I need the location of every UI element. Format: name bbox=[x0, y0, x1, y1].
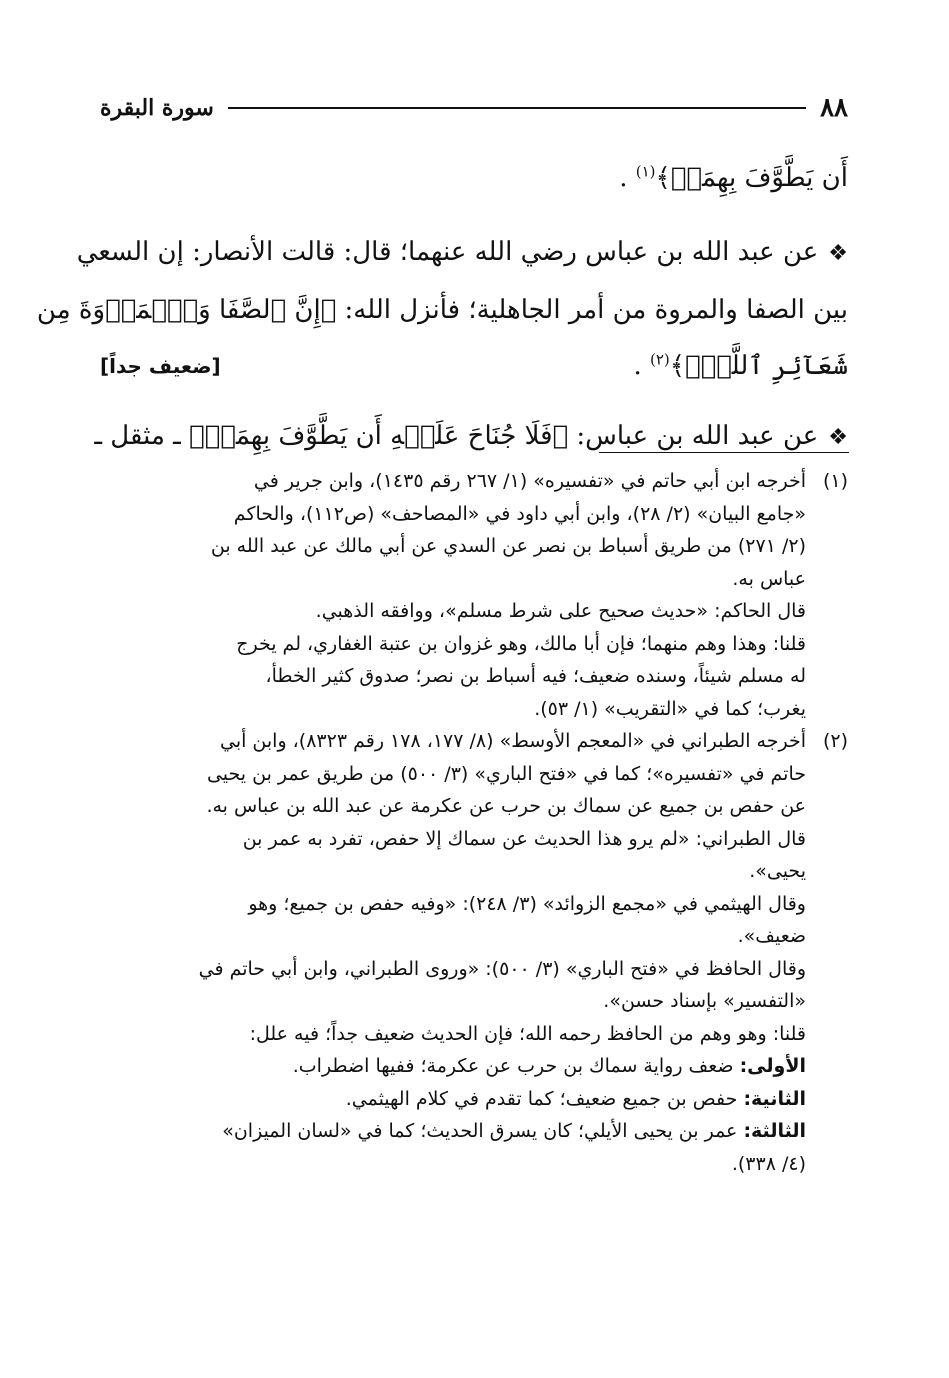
hadith-2-line-1 bbox=[94, 408, 848, 466]
page-number: ٨٨ bbox=[820, 93, 848, 123]
footnote-number: (١) bbox=[822, 470, 848, 492]
diamond-bullet-icon: ❖ bbox=[828, 241, 848, 266]
footnote-point-1 bbox=[100, 1050, 848, 1083]
footnote-text: أخرجه الطبراني في «المعجم الأوسط» (٨/ ١٧٧، ١٧٨ رقم ٨٣٢٣)، وابن أبي bbox=[219, 730, 806, 752]
footnote-line bbox=[100, 465, 848, 498]
point-label: الثانية: bbox=[743, 1087, 806, 1110]
footnote-line: قال الطبراني: «لم يرو هذا الحديث عن سماك إلا حفص، تفرد به عمر بن bbox=[242, 827, 806, 850]
point-label: الثالثة: bbox=[743, 1120, 806, 1142]
footnote-line: (٤/ ٣٣٨). bbox=[731, 1152, 806, 1175]
footnote-line: «جامع البيان» (٢/ ٢٨)، وابن أبي داود في «المصاحف» (ص١١٢)، والحاكم bbox=[233, 502, 806, 525]
footnote-line: وقال الهيثمي في «مجمع الزوائد» (٣/ ٢٤٨): «وفيه حفص بن جميع؛ وهو bbox=[248, 892, 806, 915]
footnote-text: أخرجه ابن أبي حاتم في «تفسيره» (١/ ٢٦٧ رقم ١٤٣٥)، وابن جرير في bbox=[253, 470, 806, 492]
point-label: الأولى: bbox=[739, 1055, 806, 1077]
footnote-line: (٢/ ٢٧١) من طريق أسباط بن نصر عن السدي عن أبي مالك عن عبد الله بن bbox=[210, 535, 806, 557]
footnote-line: له مسلم شيئاً، وسنده ضعيف؛ فيه أسباط بن نصر؛ صدوق كثير الخطأ، bbox=[265, 665, 806, 687]
footnote-ref-2: (٢) bbox=[649, 350, 670, 369]
header-rule bbox=[228, 107, 806, 109]
hadith-text: عن عبد الله بن عباس رضي الله عنهما؛ قال: قالت الأنصار: إن السعي bbox=[76, 237, 819, 267]
footnotes bbox=[100, 465, 848, 1180]
quran-text: شَعَآئِرِ ٱللَّهِۖ﴾ bbox=[669, 351, 848, 381]
footnote-ref-1: (١) bbox=[635, 162, 656, 181]
footnote-line: وقال الحافظ في «فتح الباري» (٣/ ٥٠٠): «وروى الطبراني، وابن أبي حاتم في bbox=[198, 957, 806, 980]
period: . bbox=[619, 163, 636, 193]
footnote-line: يغرب؛ كما في «التقريب» (١/ ٥٣). bbox=[534, 697, 806, 720]
hadith-1-line-2: بين الصفا والمروة من أمر الجاهلية؛ فأنزل الله: ﴿إِنَّ ٱلصَّفَا وَٱلۡمَرۡوَةَ مِن bbox=[36, 295, 848, 325]
footnote-line: قلنا: وهذا وهم منهما؛ فإن أبا مالك، وهو غزوان بن عتبة الغفاري، لم يخرج bbox=[236, 632, 806, 655]
footnote-separator bbox=[599, 452, 849, 453]
footnote-line: ضعيف». bbox=[737, 925, 806, 947]
footnote-point-2 bbox=[100, 1083, 848, 1116]
hadith-text: عن عبد الله بن عباس: ﴿فَلَا جُنَاحَ عَلَيۡهِ أَن يَطَّوَّفَ بِهِمَاۚ﴾ ـ مثقل ـ bbox=[94, 421, 819, 451]
footnote-line: عباس به. bbox=[732, 567, 806, 590]
hadith-1-line-1 bbox=[76, 224, 848, 282]
diamond-bullet-icon: ❖ bbox=[828, 425, 848, 450]
footnote-line: «التفسير» بإسناد حسن». bbox=[603, 990, 806, 1012]
hadith-1-line-3 bbox=[100, 338, 848, 394]
footnote-line: حاتم في «تفسيره»؛ كما في «فتح الباري» (٣/ ٥٠٠) من طريق عمر بن يحيى bbox=[206, 762, 806, 785]
point-text: عمر بن يحيى الأيلي؛ كان يسرق الحديث؛ كما في «لسان الميزان» bbox=[222, 1120, 744, 1142]
point-text: ضعف رواية سماك بن حرب عن عكرمة؛ ففيها اضطراب. bbox=[292, 1055, 740, 1077]
page-header bbox=[100, 88, 848, 128]
quran-text: أَن يَطَّوَّفَ بِهِمَاۚ bbox=[670, 163, 848, 193]
surah-title: سورة البقرة bbox=[100, 95, 214, 121]
footnote-line: قال الحاكم: «حديث صحيح على شرط مسلم»، ووافقه الذهبي. bbox=[315, 600, 806, 622]
footnote-line: قلنا: وهو وهم من الحافظ رحمه الله؛ فإن الحديث ضعيف جداً؛ فيه علل: bbox=[249, 1022, 806, 1045]
footnote-point-3 bbox=[100, 1115, 848, 1148]
period: . bbox=[633, 351, 650, 381]
verse-continuation: أَن يَطَّوَّفَ بِهِمَاۚ﴾$^{(١)}$ . bbox=[619, 162, 848, 193]
footnote-line bbox=[100, 725, 848, 758]
footnote-line: عن حفص بن جميع عن سماك بن حرب عن عكرمة عن عبد الله بن عباس به. bbox=[206, 795, 806, 817]
grade-label: [ضعيف جداً] bbox=[100, 354, 221, 378]
footnote-line: يحيى». bbox=[749, 860, 806, 882]
hadith-1-ending bbox=[633, 338, 848, 394]
main-text bbox=[36, 150, 848, 466]
footnote-number: (٢) bbox=[822, 730, 848, 752]
point-text: حفص بن جميع ضعيف؛ كما تقدم في كلام الهيثمي. bbox=[345, 1087, 744, 1110]
